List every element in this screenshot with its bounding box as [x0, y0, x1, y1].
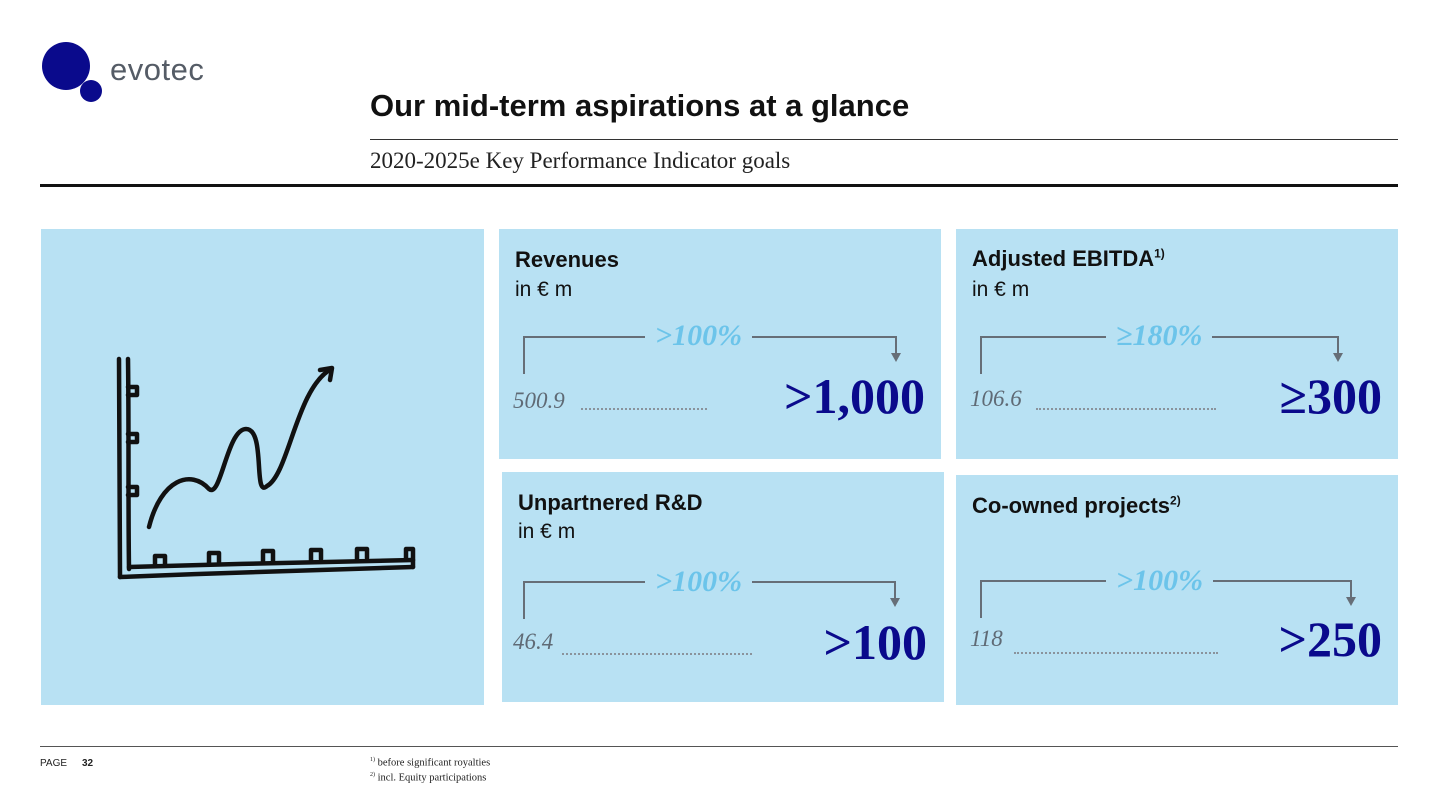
kpi-base-value: 500.9	[513, 388, 565, 413]
kpi-dotted-leader	[581, 408, 707, 410]
kpi-footnote-marker: 2)	[1170, 493, 1181, 508]
kpi-target-value: >250	[1278, 611, 1382, 667]
kpi-unit: in € m	[518, 520, 576, 543]
page-title: Our mid-term aspirations at a glance	[370, 88, 910, 123]
evotec-logo	[42, 42, 222, 106]
kpi-dotted-leader	[562, 653, 752, 655]
kpi-target-value: >100	[823, 614, 927, 670]
kpi-panel-unpartnered-rnd	[502, 472, 944, 702]
logo-text: evotec	[110, 52, 205, 87]
footnote-2	[370, 772, 486, 784]
kpi-unit: in € m	[515, 278, 573, 301]
kpi-title-text: Unpartnered R&D	[518, 490, 703, 515]
kpi-dotted-leader	[1014, 652, 1218, 654]
hand-drawn-chart-icon	[41, 229, 484, 705]
kpi-growth: >100%	[645, 565, 752, 599]
logo-circle-small-icon	[80, 80, 102, 102]
kpi-growth: >100%	[1106, 564, 1213, 598]
kpi-footnote-marker: 1)	[1154, 246, 1165, 261]
footnote-text: incl. Equity participations	[377, 772, 487, 784]
growth-chart-illustration	[41, 229, 484, 705]
header-divider	[40, 184, 1398, 187]
kpi-growth: ≥180%	[1106, 319, 1212, 353]
kpi-title-text: Revenues	[515, 247, 619, 272]
footnote-marker: 1)	[370, 757, 375, 763]
page-label: PAGE	[40, 758, 68, 769]
footnote-marker: 2)	[370, 772, 375, 778]
title-divider	[370, 139, 1398, 140]
kpi-base-value: 118	[970, 626, 1003, 651]
footnote-1	[370, 757, 490, 769]
kpi-unit: in € m	[972, 278, 1030, 301]
kpi-target-value: >1,000	[784, 368, 925, 424]
page-subtitle: 2020-2025e Key Performance Indicator goals	[370, 148, 791, 173]
kpi-base-value: 46.4	[513, 629, 554, 654]
footnote-text: before significant royalties	[377, 757, 491, 769]
kpi-base-value: 106.6	[970, 386, 1022, 411]
kpi-dotted-leader	[1036, 408, 1216, 410]
kpi-growth: >100%	[645, 319, 752, 353]
kpi-title-text: Adjusted EBITDA	[972, 246, 1155, 271]
kpi-target-value: ≥300	[1279, 368, 1382, 424]
kpi-title-text: Co-owned projects	[972, 493, 1171, 518]
kpi-panel-revenues	[499, 229, 941, 459]
page-number: 32	[82, 758, 94, 769]
kpi-panel-adjusted-ebitda	[956, 229, 1398, 459]
footer-divider	[40, 746, 1398, 747]
kpi-panel-co-owned-projects	[956, 475, 1398, 705]
